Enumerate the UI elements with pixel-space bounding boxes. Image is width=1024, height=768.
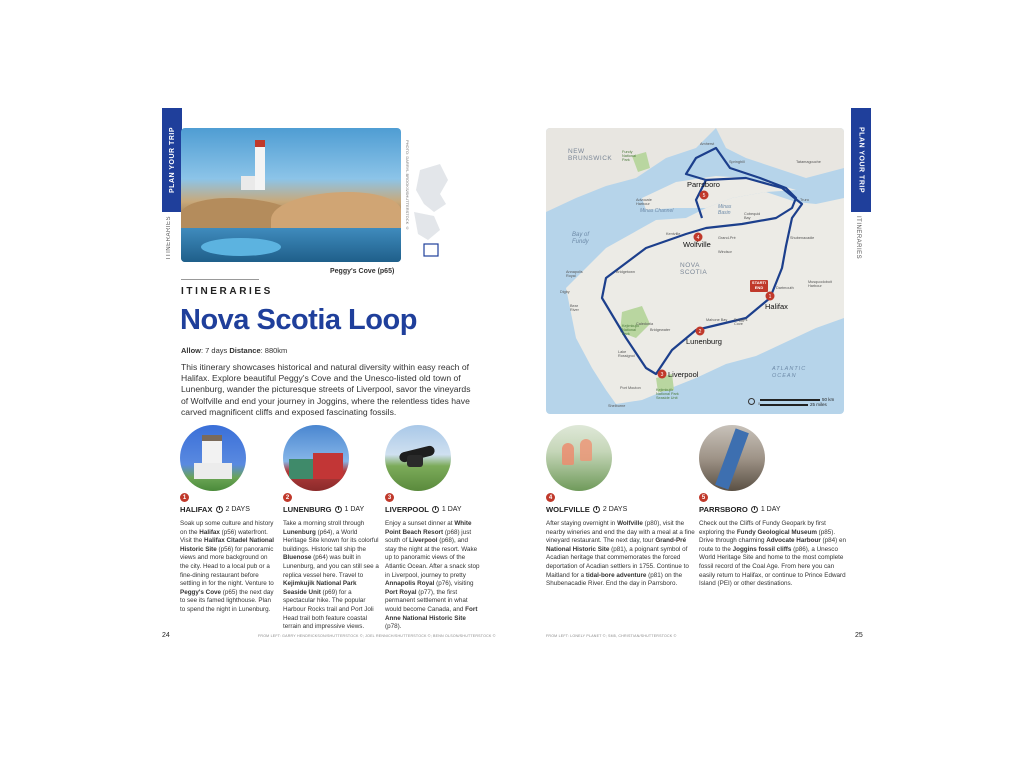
map-marker-number: 5 <box>702 193 706 199</box>
bold-reference: Peggy's Cove <box>180 588 222 596</box>
allow-distance-line <box>181 346 287 355</box>
map-label-kejimkujik: Kejimkujik National Park <box>622 324 640 336</box>
map-label-shubenacadie: Shubenacadie <box>790 236 815 240</box>
section-label: ITINERARIES <box>181 286 273 297</box>
hero-caption: Peggy's Cove (p65) <box>330 268 395 275</box>
stop-wolfville <box>546 493 696 589</box>
stop-description: Take a morning stroll through Lunenburg (p64), a World Heritage Site known for its colorful buildings. Historic tall ship the Bluenose (p64) was built in Lunenburg, and you can still see a replica vessel here. Travel to Kejimkujik National Park Seaside Unit (p69) for a spectacular hike. The popular Harbour Rocks trail and Port Joli Head trail both feature coastal terrain and impressive views. <box>283 520 379 631</box>
bold-reference: White Point Beach Resort <box>385 520 472 536</box>
green-building-shape <box>289 459 313 479</box>
red-building-shape <box>313 453 343 479</box>
scale-bar-km <box>760 399 820 401</box>
lunenburg-photo <box>283 425 349 491</box>
stop-description: Enjoy a sunset dinner at White Point Beach Resort (p68) just south of Liverpool (p68), and stay the night at the resort. Wake up to panoramic views of the Atlantic Ocean. After a snack stop in Liverpool, journey to pretty Annapolis Royal (p76), visiting Port Royal (p77), the first permanent settlement in what would become Canada, and Fort Anne National Historic Site (p78). <box>385 520 480 631</box>
start-end-flag: START/ END <box>751 280 767 290</box>
stop-duration: 2 DAYS <box>225 506 250 513</box>
scale-label-zero: 0 <box>758 402 761 406</box>
map-label-new-brunswick: NEW BRUNSWICK <box>568 148 613 162</box>
stop-duration: 2 DAYS <box>602 506 628 513</box>
tab-label: PLAN YOUR TRIP <box>168 127 176 193</box>
map-label-kejimkujik-seaside: Kejimkujik National Park Seaside Unit <box>656 388 679 400</box>
stop-number-badge: 3 <box>385 493 394 502</box>
clock-icon <box>593 506 600 513</box>
map-label-advocate: Advocate Harbour <box>636 198 652 206</box>
map-label-amherst: Amherst <box>700 142 715 146</box>
map-label-minas-channel: Minas Channel <box>640 208 674 214</box>
map-label-bridgewater: Bridgewater <box>650 328 671 332</box>
clock-icon <box>216 506 223 513</box>
stop-duration: 1 DAY <box>760 506 781 513</box>
section-divider <box>181 279 259 280</box>
page-number-left: 24 <box>162 632 170 639</box>
map-label-nova-scotia: NOVA SCOTIA <box>680 262 708 276</box>
map-label-lake-rossignol: Lake Rossignol <box>618 350 635 358</box>
itineraries-tab-label-right: ITINERARIES <box>855 216 861 260</box>
stop-liverpool <box>385 493 481 632</box>
stop-name: LIVERPOOL <box>385 505 429 514</box>
distance-label: Distance <box>229 346 261 355</box>
map-label-bridgetown: Bridgetown <box>616 270 635 274</box>
stop-number-badge: 1 <box>180 493 189 502</box>
stop-duration: 1 DAY <box>344 506 365 513</box>
building-shape <box>194 463 232 479</box>
map-town-wolfville: Wolfville <box>683 240 711 249</box>
parrsboro-photo <box>699 425 765 491</box>
map-label-fundy-np: Fundy National Park <box>622 150 636 162</box>
cannon-base-shape <box>407 455 423 467</box>
stop-number-badge: 5 <box>699 493 708 502</box>
scale-bar-miles <box>760 404 808 406</box>
map-label-minas-basin: Minas Basin <box>718 204 732 216</box>
map-town-lunenburg: Lunenburg <box>686 337 722 346</box>
bold-reference: Annapolis Royal <box>385 580 435 588</box>
stop-heading <box>283 505 379 514</box>
map-label-truro: Truro <box>800 198 809 202</box>
map-label-atlantic-ocean: ATLANTIC OCEAN <box>772 366 807 379</box>
bold-reference: Fort Anne National Historic Site <box>385 605 478 622</box>
stop-lunenburg <box>283 493 379 632</box>
stop-name: PARRSBORO <box>699 505 748 514</box>
distance-value: : 880km <box>260 346 288 355</box>
clock-icon <box>432 506 439 513</box>
hero-photo-credit: PHOTO: DARRYL BROOKS/SHUTTERSTOCK © <box>405 140 410 231</box>
map-label-windsor: Windsor <box>718 250 732 254</box>
photo-credits-right: FROM LEFT: LONELY PLANET ©; SM5, CHRISTIAN/SHUTTERSTOCK © <box>546 634 677 638</box>
bold-reference: Wolfville <box>617 520 643 527</box>
map-marker-number: 2 <box>698 329 702 335</box>
stop-heading <box>699 505 849 514</box>
map-label-cobequid: Cobequid Bay <box>744 212 761 220</box>
map-label-port-mouton: Port Mouton <box>620 386 641 390</box>
stop-description: After staying overnight in Wolfville (p80), visit the nearby wineries and end the day with a meal at a fine vineyard restaurant. The next day, tour Grand-Pré National Historic Site (p81), a poignant symbol of Acadian heritage that commemorates the forced deportation of Acadian settlers in 1755. Continue to Maitland for a tidal-bore adventure (p81) on the Shubenacadie River. End the day in Parrsboro. <box>546 520 695 588</box>
bold-reference: Kejimkujik National Park Seaside Unit <box>283 580 357 596</box>
plan-your-trip-tab-left <box>162 108 182 212</box>
clock-icon <box>751 506 758 513</box>
bold-reference: Port Royal <box>385 588 417 596</box>
wine-glass-shape <box>580 439 592 461</box>
bold-reference: Bluenose <box>283 554 312 562</box>
wolfville-photo <box>546 425 612 491</box>
locator-map-icon <box>410 160 452 260</box>
stop-halifax <box>180 493 276 615</box>
bold-reference: Lunenburg <box>283 528 316 536</box>
cliff-stairs-shape <box>715 428 749 489</box>
map-marker-number: 1 <box>768 294 772 300</box>
map-marker-number: 4 <box>696 235 700 241</box>
stop-number-badge: 2 <box>283 493 292 502</box>
map-label-digby: Digby <box>560 290 570 294</box>
intro-paragraph: This itinerary showcases historical and natural diversity within easy reach of Halifax. Explore beautiful Peggy's Cove and the Unesco-listed old town of Lunenburg, wander the picturesque streets of Liverpool, savor the vineyards of Wolfville and end your journey in Joggins, where the relentless tides have carved magnificent cliffs and exposed fascinating fossils. <box>181 362 471 417</box>
bold-reference: Halifax <box>199 528 220 536</box>
page-title: Nova Scotia Loop <box>180 304 417 336</box>
stop-name: HALIFAX <box>180 505 213 514</box>
map-label-annapolis: Annapolis Royal <box>566 270 583 278</box>
clock-icon <box>335 506 342 513</box>
stop-duration: 1 DAY <box>441 506 462 513</box>
bold-reference: Fundy Geological Museum <box>736 528 817 536</box>
map-label-caledonia: Caledonia <box>636 322 654 326</box>
compass-icon <box>748 398 755 405</box>
map-label-bear-river: Bear River <box>570 304 579 312</box>
map-label-bay-of-fundy: Bay of Fundy <box>572 232 590 245</box>
bold-reference: Liverpool <box>409 537 438 545</box>
plan-your-trip-tab-right <box>851 108 871 212</box>
stop-description: Soak up some culture and history on the Halifax (p56) waterfront. Visit the Halifax Citadel National Historic Site (p56) for panoramic views and more background on the city. Head to a local pub or a fine-dining restaurant before settling in for the night. Venture to Peggy's Cove (p65) the next day to see its famed lighthouse. Plan to spend the night in Lunenburg. <box>180 520 275 613</box>
itineraries-tab-label-left: ITINERARIES <box>166 216 172 260</box>
map-label-tatamagouche: Tatamagouche <box>796 160 821 164</box>
stop-heading <box>385 505 481 514</box>
map-label-mahone-bay: Mahone Bay <box>706 318 728 322</box>
tab-label: PLAN YOUR TRIP <box>857 127 865 193</box>
bold-reference: tidal-bore adventure <box>585 571 647 579</box>
map-town-parrsboro: Parrsboro <box>687 180 720 189</box>
map-label-kentville: Kentville <box>666 232 681 236</box>
map-label-grand-pre: Grand-Pré <box>718 236 736 240</box>
scale-label-miles: 25 miles <box>810 402 827 407</box>
map-marker-number: 3 <box>660 372 664 378</box>
map-label-musquodoboit: Musquodoboit Harbour <box>808 280 832 288</box>
halifax-photo <box>180 425 246 491</box>
map-label-springhill: Springhill <box>729 160 745 164</box>
allow-value: : 7 days <box>201 346 230 355</box>
peggys-cove-photo <box>181 128 401 262</box>
lighthouse-shape <box>255 140 265 190</box>
stop-parrsboro <box>699 493 849 589</box>
scale-label-km: 50 km <box>822 397 835 402</box>
tide-pool-shape <box>201 238 281 256</box>
bold-reference: Joggins fossil cliffs <box>732 545 792 553</box>
map-label-peggys-cove: Peggy's Cove <box>734 318 748 326</box>
stop-name: WOLFVILLE <box>546 505 590 514</box>
liverpool-photo <box>385 425 451 491</box>
wine-glass-shape <box>562 443 574 465</box>
bold-reference: Grand-Pré National Historic Site <box>546 537 687 553</box>
stop-heading <box>546 505 696 514</box>
bold-reference: Halifax Citadel National Historic Site <box>180 537 275 553</box>
photo-credits-left: FROM LEFT: GARRY HENDRICKSON/SHUTTERSTOCK ©; JOEL RENNICH/SHUTTERSTOCK ©; BENN OLSON/SHUTTERSTOCK © <box>258 634 496 638</box>
stop-name: LUNENBURG <box>283 505 332 514</box>
allow-label: Allow <box>181 346 201 355</box>
map-town-liverpool: Liverpool <box>668 370 699 379</box>
stop-number-badge: 4 <box>546 493 555 502</box>
bold-reference: Advocate Harbour <box>766 537 821 545</box>
stop-heading <box>180 505 276 514</box>
stop-description: Check out the Cliffs of Fundy Geopark by first exploring the Fundy Geological Museum (p85). Drive through charming Advocate Harbour (p84) en route to the Joggins fossil cliffs (p86), a Unesco World Heritage Site and home to the most complete fossil record of the Coal Age. From here you can easily return to Halifax, or continue to Prince Edward Island (PEI) or other destinations. <box>699 520 846 588</box>
map-town-halifax: Halifax <box>765 302 788 311</box>
map-label-shelburne: Shelburne <box>608 404 626 408</box>
map-label-dartmouth: Dartmouth <box>776 286 794 290</box>
page-number-right: 25 <box>855 632 863 639</box>
